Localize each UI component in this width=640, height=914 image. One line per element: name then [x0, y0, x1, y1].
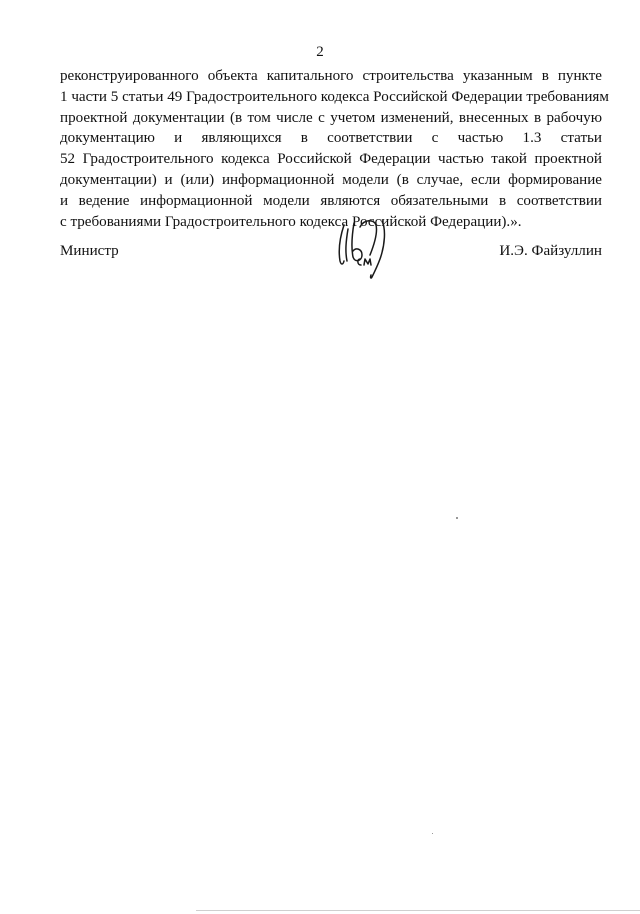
scan-speck	[456, 517, 458, 519]
body-paragraph	[60, 66, 609, 232]
body-line: и ведение информационной модели являются обязательными в соответствии	[60, 192, 602, 209]
body-line: реконструированного объекта капитального строительства указанным в пункте	[60, 68, 602, 84]
page-edge	[196, 910, 640, 911]
body-line: документации) и (или) информационной модели (в случае, если формирование	[60, 171, 602, 188]
signer-name: И.Э. Файзуллин	[499, 243, 602, 259]
body-line: 1 части 5 статьи 49 Градостроительного кодекса Российской Федерации требованиям	[60, 88, 609, 105]
body-line: с требованиями Градостроительного кодекса Российской Федерации).».	[60, 213, 522, 230]
body-line: документацию и являющихся в соответствии с частью 1.3 статьи	[60, 130, 602, 147]
body-line: 52 Градостроительного кодекса Российской Федерации частью такой проектной	[60, 151, 602, 168]
scan-speck	[432, 833, 433, 834]
body-line: проектной документации (в том числе с учетом изменений, внесенных в рабочую	[60, 109, 602, 126]
handwritten-signature	[330, 215, 396, 283]
page-number: 2	[316, 44, 324, 60]
signer-title: Министр	[60, 243, 119, 259]
